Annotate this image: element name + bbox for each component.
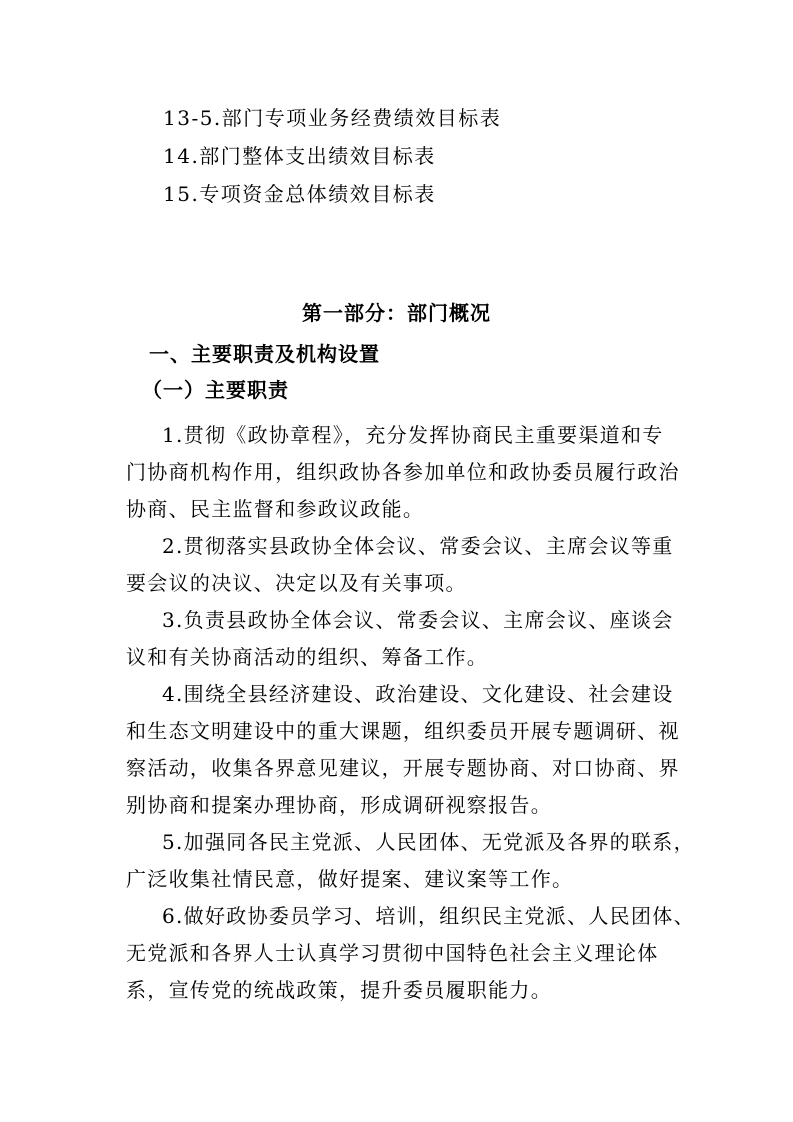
paragraph-line: 协商、民主监督和参政议政能。 — [126, 497, 425, 521]
paragraph-line: 3.负责县政协全体会议、常委会议、主席会议、座谈会 — [162, 608, 674, 632]
paragraph-line: 2.贯彻落实县政协全体会议、常委会议、主席会议等重 — [162, 534, 674, 558]
paragraph-line: 5.加强同各民主党派、人民团体、无党派及各界的联系， — [162, 830, 695, 854]
toc-item-15: 15.专项资金总体绩效目标表 — [163, 182, 436, 206]
duty-paragraph-4 — [126, 676, 686, 824]
part-title: 第一部分：部门概况 — [302, 301, 491, 325]
subsection-title: （一）主要职责 — [142, 378, 289, 402]
section-title: 一、主要职责及机构设置 — [149, 342, 380, 366]
duty-paragraph-3 — [126, 602, 686, 676]
duty-paragraph-1 — [126, 417, 686, 528]
duty-paragraph-6 — [126, 898, 695, 1009]
paragraph-line: 无党派和各界人士认真学习贯彻中国特色社会主义理论体 — [126, 941, 659, 965]
paragraph-line: 门协商机构作用，组织政协各参加单位和政协委员履行政治 — [126, 460, 680, 484]
paragraph-line: 4.围绕全县经济建设、政治建设、文化建设、社会建设 — [162, 682, 674, 706]
paragraph-line: 察活动，收集各界意见建议，开展专题协商、对口协商、界 — [126, 756, 680, 780]
paragraph-line: 1.贯彻《政协章程》，充分发挥协商民主重要渠道和专 — [162, 423, 664, 447]
paragraph-line: 和生态文明建设中的重大课题，组织委员开展专题调研、视 — [126, 719, 680, 743]
paragraph-line: 广泛收集社情民意，做好提案、建议案等工作。 — [126, 867, 574, 891]
paragraph-line: 要会议的决议、决定以及有关事项。 — [126, 571, 467, 595]
duty-paragraph-2 — [126, 528, 686, 602]
paragraph-line: 议和有关协商活动的组织、筹备工作。 — [126, 645, 489, 669]
toc-item-13-5: 13-5.部门专项业务经费绩效目标表 — [163, 106, 502, 130]
duty-paragraph-5 — [126, 824, 695, 898]
toc-item-14: 14.部门整体支出绩效目标表 — [163, 144, 436, 168]
paragraph-line: 6.做好政协委员学习、培训，组织民主党派、人民团体、 — [162, 904, 695, 928]
paragraph-line: 系，宣传党的统战政策，提升委员履职能力。 — [126, 978, 552, 1002]
paragraph-line: 别协商和提案办理协商，形成调研视察报告。 — [126, 793, 552, 817]
